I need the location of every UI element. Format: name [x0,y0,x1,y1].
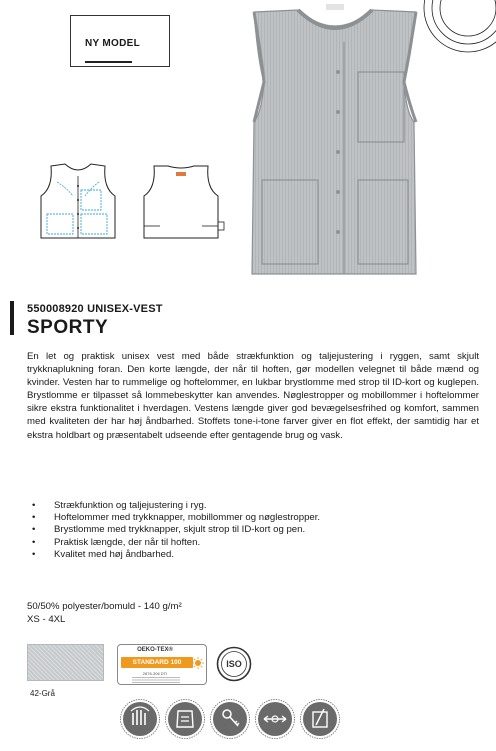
feature-list [32,500,472,561]
material-spec: 50/50% polyester/bomuld - 140 g/m² [27,601,182,612]
pen-pocket-icon [300,697,340,745]
front-flat-sketch [33,162,123,244]
feature-item [32,500,472,512]
feature-text: Hoftelommer med trykknapper, mobillommer og nøglestropper. [54,512,321,524]
product-name: SPORTY [27,317,109,338]
feature-icon-row [120,697,340,749]
oeko-tex-code: 2876-306 DTI [142,671,168,676]
feature-item [32,549,472,561]
bullet: • [32,500,36,511]
color-swatch-grey[interactable] [27,644,104,681]
product-code: 550008920 [27,303,84,315]
product-description: En let og praktisk unisex vest med både strækfunktion og taljejustering i ryggen, samt skjult trykknaplukning foran. Den korte længde, der når til hoften, gør modellen velegnet til både mænd og kvinder. Vesten har to rummelige og hoftelommer, en lukbar brystlomme med strop til ID-kort og kuglepen. Brystlomme er tilpasset så lommebeskytter kan anvendes. Nøglestropper og mobillommer i hoftelommer sikre ekstra funktionalitet i hverdagen. Vestens længde giver god bevægelsesfrihed og komfort, sammen med kvaliteten der har høj åndbarhed. Stoffets tone-i-tone farver giver en flot effekt, der samtidig har et ekstra holdbart og præsentabelt udseende efter gentagende brug og vask. [27,351,479,441]
oeko-tex-sun-icon [192,657,204,669]
feature-text: Strækfunktion og taljejustering i ryg. [54,500,207,511]
bullet: • [32,512,36,524]
oeko-tex-label [117,644,207,685]
feature-item [32,537,472,549]
feature-item [32,524,472,536]
bullet: • [32,548,36,560]
size-range: XS - 4XL [27,614,66,625]
key-loop-icon [210,697,250,745]
section-marker [10,301,14,335]
feature-item [32,512,472,524]
adjustable-waist-icon [255,697,295,745]
color-swatch-label: 42-Grå [30,689,55,698]
oeko-tex-standard: STANDARD 100 [121,657,193,668]
bullet: • [32,524,36,536]
bullet: • [32,536,36,548]
feature-text: Praktisk længde, der når til hoften. [54,536,201,548]
oeko-tex-fine-print [132,677,180,683]
vest-product-image [240,2,430,282]
new-model-badge [70,15,170,67]
badge-underline [85,61,132,63]
breathable-icon [120,697,160,745]
new-model-label: NY MODEL [85,38,140,49]
oeko-tex-title: OEKO-TEX® [137,647,173,653]
feature-text: Kvalitet med høj åndbarhed. [54,548,174,560]
iso-label: ISO [226,659,242,669]
product-code-line [27,303,163,315]
feature-text: Brystlomme med trykknapper, skjult strop til ID-kort og pen. [54,524,306,536]
back-flat-sketch [136,162,226,244]
stretch-icon [165,697,205,745]
iso-certification-badge [216,646,252,682]
product-type: UNISEX-VEST [87,303,163,315]
